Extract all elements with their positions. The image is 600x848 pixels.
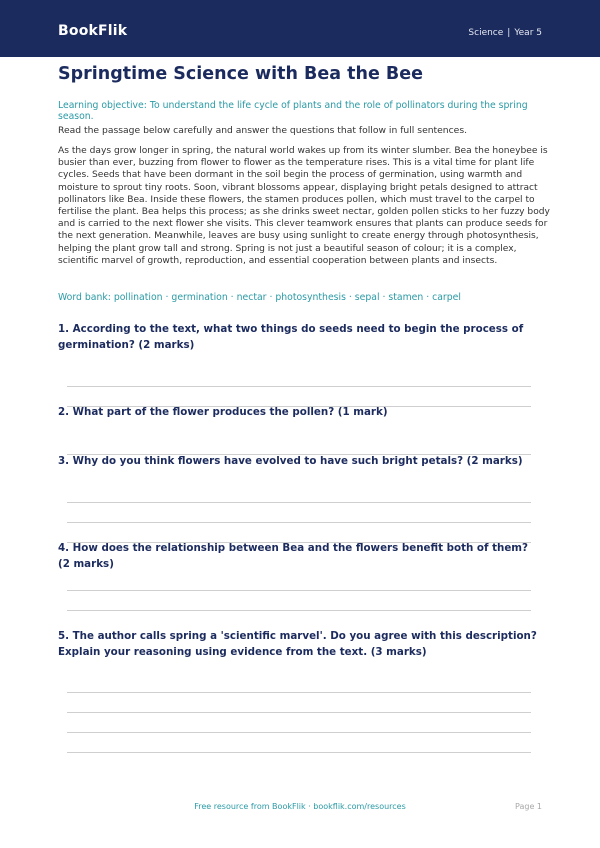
answer-line[interactable] xyxy=(67,732,531,733)
learning-objective: Learning objective: To understand the life cycle of plants and the role of pollinators during the spring season. xyxy=(58,100,528,122)
instruction-text: Read the passage below carefully and answer the questions that follow in full sentences. xyxy=(58,125,468,136)
answer-line[interactable] xyxy=(67,752,531,753)
question-1: 1. According to the text, what two things do seeds need to begin the process of germination? (2 marks) xyxy=(58,323,524,351)
question-5: 5. The author calls spring a 'scientific marvel'. Do you agree with this description? Explain your reasoning using evidence from the text. (3 marks) xyxy=(58,630,537,658)
answer-line[interactable] xyxy=(67,522,531,523)
word-bank: Word bank: pollination · germination · nectar · photosynthesis · sepal · stamen · carpel xyxy=(58,292,461,303)
header-bar xyxy=(0,0,600,57)
answer-line[interactable] xyxy=(67,386,531,387)
meta-separator: | xyxy=(507,28,511,38)
question-2: 2. What part of the flower produces the pollen? (1 mark) xyxy=(58,406,388,418)
question-3: 3. Why do you think flowers have evolved to have such bright petals? (2 marks) xyxy=(58,455,523,467)
page-title: Springtime Science with Bea the Bee xyxy=(58,64,423,84)
brand-logo: BookFlik xyxy=(58,23,128,39)
answer-line[interactable] xyxy=(67,590,531,591)
answer-line[interactable] xyxy=(67,502,531,503)
footer-link[interactable]: Free resource from BookFlik · bookflik.com/resources xyxy=(194,802,406,811)
year-label: Year 5 xyxy=(514,28,542,38)
page-number: Page 1 xyxy=(515,802,542,811)
answer-line[interactable] xyxy=(67,610,531,611)
header-meta xyxy=(468,28,542,38)
question-4: 4. How does the relationship between Bea and the flowers benefit both of them? (2 marks) xyxy=(58,542,529,570)
reading-passage: As the days grow longer in spring, the natural world wakes up from its winter slumber. Bea the honeybee is busier than ever, buzzing from flower to flower as the temperature rises. This is a vital time for plant life cycles. Seeds that have been dormant in the soil begin the process of germination, using warmth and moisture to sprout tiny roots. Soon, vibrant blossoms appear, displaying bright petals designed to attract pollinators like Bea. Inside these flowers, the stamen produces pollen, which must travel to the carpel to fertilise the plant. Bea helps this process; as she drinks sweet nectar, golden pollen sticks to her fuzzy body and is carried to the next flower she visits. This clever teamwork ensures that plants can produce seeds for the next generation. Meanwhile, leaves are busy using sunlight to create energy through photosynthesis, helping the plant grow tall and strong. Spring is not just a beautiful season of colour; it is a complex, scientific marvel of growth, reproduction, and essential cooperation between plants and insects. xyxy=(58,146,550,266)
subject-label: Science xyxy=(468,28,504,38)
answer-line[interactable] xyxy=(67,712,531,713)
answer-line[interactable] xyxy=(67,692,531,693)
